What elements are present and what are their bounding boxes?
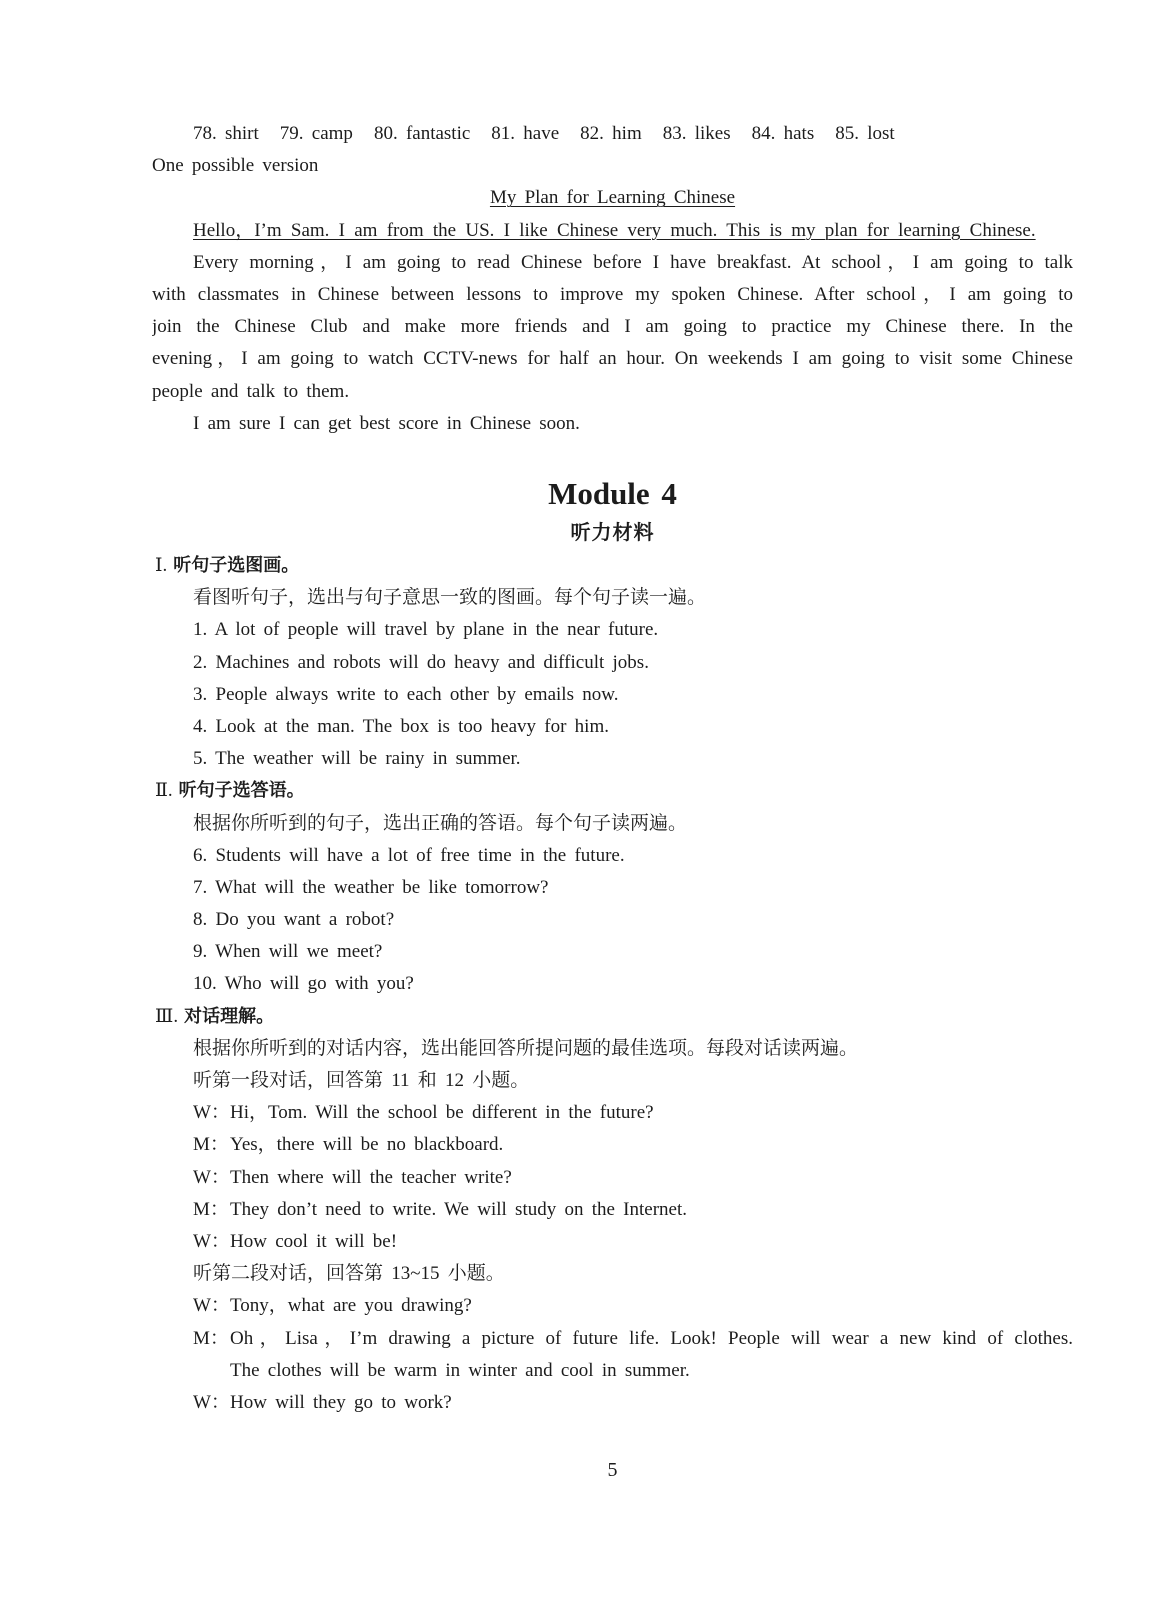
speaker-label: W： — [193, 1295, 230, 1317]
dialogue-line — [152, 1290, 1073, 1322]
dialogue-prompt: 听第一段对话，回答第 11 和 12 小题。 — [193, 1070, 530, 1091]
dialogue-text: They don’t need to write. We will study on the Internet. — [230, 1198, 688, 1220]
answer-item: 82. him — [580, 123, 642, 144]
essay-intro: Hello，I’m Sam. I am from the US. I like Chinese very much. This is my plan for learning Chinese. — [193, 219, 1036, 241]
answer-key-line — [152, 118, 1073, 150]
section-instruction: 看图听句子，选出与句子意思一致的图画。每个句子读一遍。 — [193, 587, 707, 609]
listening-material-block — [152, 550, 1073, 1419]
answer-essay-block — [152, 118, 1073, 440]
dialogue-line — [152, 1323, 1073, 1355]
sentence-item: 5. The weather will be rainy in summer. — [193, 748, 521, 770]
essay-title: My Plan for Learning Chinese — [489, 187, 736, 209]
sentence-item: 6. Students will have a lot of free time in the future. — [193, 844, 625, 866]
dialogue-line — [152, 1162, 1073, 1194]
speaker-label: M： — [193, 1198, 229, 1220]
dialogue-text: Yes，there will be no blackboard. — [230, 1134, 504, 1156]
page-number: 5 — [607, 1459, 618, 1481]
speaker-label: M： — [193, 1327, 229, 1349]
answer-item: 78. shirt — [193, 123, 259, 144]
essay-body-line: evening，I am going to watch CCTV-news for half an hour. On weekends I am going to visit some Chinese — [152, 348, 1073, 370]
essay-body-line: Every morning，I am going to read Chinese before I have breakfast. At school，I am going to talk — [193, 251, 1073, 273]
sentence-item: 10. Who will go with you? — [193, 973, 414, 995]
answer-item: 79. camp — [279, 123, 353, 144]
speaker-spacer — [193, 1355, 230, 1387]
essay-body-line: join the Chinese Club and make more friends and I am going to practice my Chinese there. In the — [152, 316, 1073, 338]
dialogue-text: How will they go to work? — [230, 1391, 452, 1413]
essay-body-line: with classmates in Chinese between lessons to improve my spoken Chinese. After school，I am going to — [152, 283, 1073, 305]
dialogue-prompt: 听第二段对话，回答第 13~15 小题。 — [193, 1263, 505, 1285]
essay-title-line — [152, 182, 1073, 214]
dialogue-line — [152, 1194, 1073, 1226]
dialogue-text: Oh，Lisa，I’m drawing a picture of future life. Look! People will wear a new kind of clothes. — [230, 1327, 1073, 1349]
dialogue-line — [152, 1129, 1073, 1161]
answer-item: 81. have — [491, 123, 560, 144]
section-instruction: 根据你所听到的句子，选出正确的答语。每个句子读两遍。 — [193, 812, 688, 834]
essay-body-line: people and talk to them. — [152, 380, 350, 402]
answer-item: 85. lost — [835, 123, 895, 144]
section-title: 听句子选图画。 — [173, 555, 300, 576]
essay-closing: I am sure I can get best score in Chinese soon. — [193, 412, 580, 434]
section-heading — [152, 1001, 1073, 1033]
dialogue-line — [152, 1387, 1073, 1419]
module-subtitle: 听力材料 — [570, 520, 655, 544]
sentence-item: 3. People always write to each other by emails now. — [193, 683, 619, 705]
sentence-item: 8. Do you want a robot? — [193, 909, 395, 931]
dialogue-text: Tony，what are you drawing? — [230, 1295, 472, 1317]
section-title: 听句子选答语。 — [178, 780, 305, 802]
section-heading — [152, 775, 1073, 807]
module-title: Module 4 — [548, 476, 677, 511]
speaker-label: W： — [193, 1230, 230, 1252]
section-title: 对话理解。 — [184, 1005, 275, 1027]
section-heading — [152, 550, 1073, 582]
speaker-label: W： — [193, 1166, 230, 1188]
speaker-label: M： — [193, 1134, 229, 1156]
section-numeral: Ⅰ. — [155, 555, 168, 576]
dialogue-continuation-line — [152, 1355, 1073, 1387]
essay-intro-line — [152, 215, 1073, 247]
section-numeral: Ⅲ. — [155, 1005, 179, 1027]
sentence-item: 1. A lot of people will travel by plane in the near future. — [193, 619, 659, 641]
answer-item: 84. hats — [751, 123, 815, 144]
dialogue-text-continuation: The clothes will be warm in winter and cool in summer. — [230, 1359, 690, 1381]
answer-item: 80. fantastic — [373, 123, 471, 144]
dialogue-text: Hi，Tom. Will the school be different in the future? — [230, 1102, 654, 1124]
answer-item: 83. likes — [662, 123, 731, 144]
dialogue-text: How cool it will be! — [230, 1230, 398, 1252]
sentence-item: 2. Machines and robots will do heavy and difficult jobs. — [193, 651, 649, 673]
dialogue-line — [152, 1226, 1073, 1258]
speaker-label: W： — [193, 1102, 230, 1124]
version-label: One possible version — [152, 155, 319, 177]
section-instruction: 根据你所听到的对话内容，选出能回答所提问题的最佳选项。每段对话读两遍。 — [193, 1037, 859, 1059]
dialogue-text: Then where will the teacher write? — [230, 1166, 512, 1188]
dialogue-line — [152, 1097, 1073, 1129]
sentence-item: 7. What will the weather be like tomorrow? — [193, 876, 549, 898]
section-numeral: Ⅱ. — [155, 780, 173, 802]
speaker-label: W： — [193, 1391, 230, 1413]
sentence-item: 9. When will we meet? — [193, 941, 383, 963]
sentence-item: 4. Look at the man. The box is too heavy for him. — [193, 715, 609, 737]
